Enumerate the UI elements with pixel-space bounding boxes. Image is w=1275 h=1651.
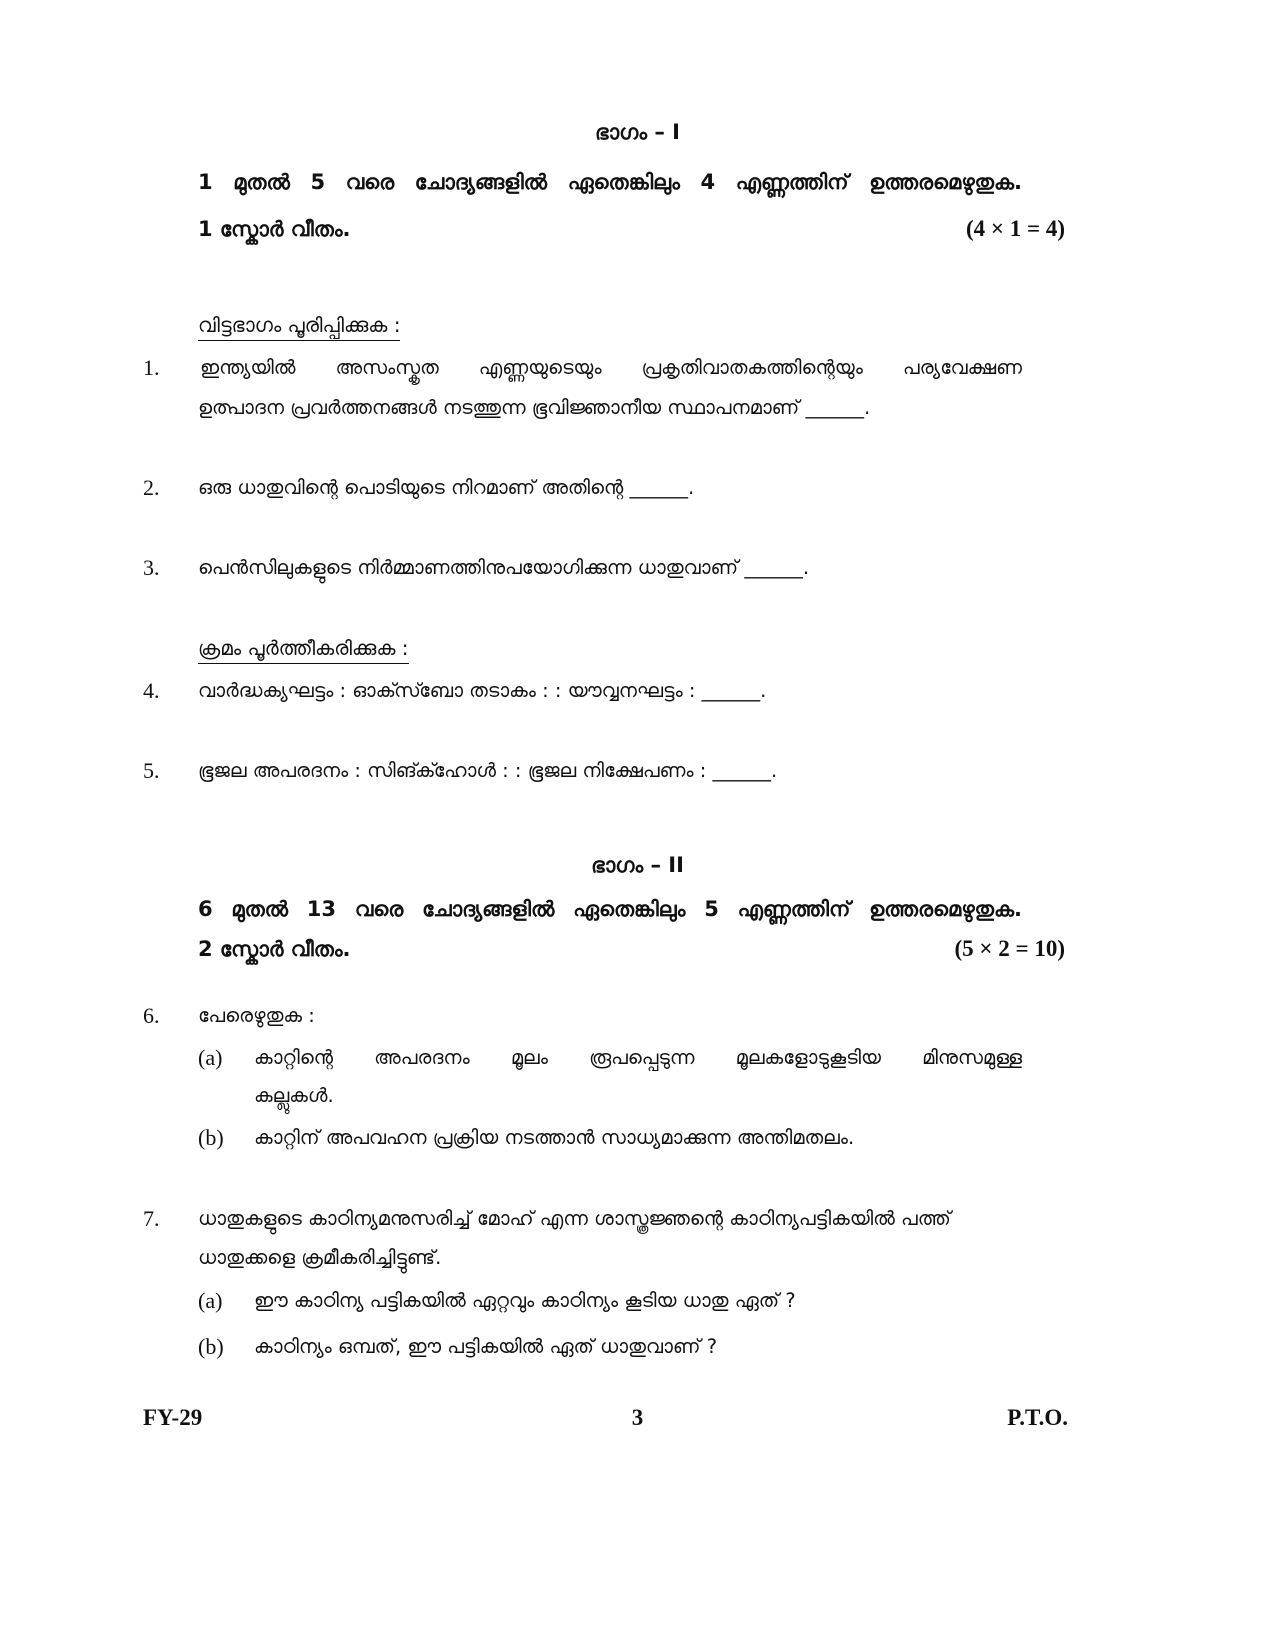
question-number: 7. (143, 1206, 160, 1231)
question-3-text: പെൻസിലുകളുടെ നിർമ്മാണത്തിനുപയോഗിക്കുന്ന ധാതുവാണ് ______. (198, 556, 810, 579)
question-6a-line1: കാറ്റിന്റെ അപരദനം മൂലം രൂപപ്പെടുന്ന മൂലകളോടുകൂടിയ മിനുസമുള്ള (254, 1046, 1022, 1069)
question-7-line1: ധാതുകളുടെ കാഠിന്യമനുസരിച്ച് മോഹ് എന്ന ശാസ്ത്രജ്ഞന്റെ കാഠിന്യപട്ടികയിൽ പത്ത് (198, 1207, 951, 1230)
question-number: 3. (143, 555, 160, 580)
part1-instruction: 1 മുതൽ 5 വരെ ചോദ്യങ്ങളിൽ ഏതെങ്കിലും 4 എണ്ണത്തിന് ഉത്തരമെഴുതുക. (198, 170, 1022, 194)
subpart-label: (a) (198, 1288, 223, 1313)
question-number: 6. (143, 1003, 160, 1028)
question-6-text: പേരെഴുതുക : (198, 1004, 315, 1027)
part2-score-note: 2 സ്കോർ വീതം. (198, 937, 351, 961)
order-heading: ക്രമം പൂർത്തീകരിക്കുക : (198, 636, 409, 664)
subpart-label: (b) (198, 1125, 224, 1150)
part1-marks: (4 × 1 = 4) (965, 216, 1065, 241)
part2-title: ഭാഗം – II (591, 853, 684, 877)
part1-title: ഭാഗം – I (595, 120, 680, 144)
question-7-line2: ധാതുക്കളെ ക്രമീകരിച്ചിട്ടുണ്ട്. (198, 1246, 442, 1269)
question-number: 2. (143, 475, 160, 500)
question-number: 5. (143, 758, 160, 783)
page-number: 3 (631, 1405, 644, 1430)
footer-pto: P.T.O. (1007, 1405, 1068, 1430)
question-7a-text: ഈ കാഠിന്യ പട്ടികയിൽ ഏറ്റവും കാഠിന്യം കൂടിയ ധാതു ഏത് ? (254, 1289, 796, 1312)
footer-code: FY-29 (143, 1405, 203, 1430)
question-5-text: ഭൂജല അപരദനം : സിങ്ക്ഹോൾ : : ഭൂജല നിക്ഷേപണം : ______. (198, 759, 778, 782)
question-number: 1. (143, 355, 160, 380)
subpart-label: (b) (198, 1334, 224, 1359)
question-6a-line2: കല്ലുകൾ. (254, 1084, 334, 1107)
question-2-text: ഒരു ധാതുവിന്റെ പൊടിയുടെ നിറമാണ് അതിന്റെ ______. (198, 476, 695, 499)
question-6b-text: കാറ്റിന് അപവഹന പ്രക്രിയ നടത്താൻ സാധ്യമാക്കുന്ന അന്തിമതലം. (254, 1126, 855, 1149)
question-1-line1: ഇന്ത്യയിൽ അസംസ്കൃത എണ്ണയുടെയും പ്രകൃതിവാതകത്തിന്റെയും പര്യവേക്ഷണ (200, 356, 1022, 379)
part2-instruction: 6 മുതൽ 13 വരെ ചോദ്യങ്ങളിൽ ഏതെങ്കിലും 5 എണ്ണത്തിന് ഉത്തരമെഴുതുക. (198, 897, 1022, 921)
question-4-text: വാർദ്ധക്യഘട്ടം : ഓക്സ്ബോ തടാകം : : യൗവ്വനഘട്ടം : ______. (198, 679, 767, 702)
question-7b-text: കാഠിന്യം ഒമ്പത്, ഈ പട്ടികയിൽ ഏത് ധാതുവാണ് ? (254, 1335, 718, 1358)
question-1-line2: ഉത്പാദന പ്രവർത്തനങ്ങൾ നടത്തുന്ന ഭൂവിജ്ഞാനീയ സ്ഥാപനമാണ് ______. (198, 396, 871, 419)
part2-marks: (5 × 2 = 10) (954, 936, 1065, 961)
subpart-label: (a) (198, 1045, 223, 1070)
part1-score-note: 1 സ്കോർ വീതം. (198, 217, 351, 241)
question-number: 4. (143, 678, 160, 703)
fill-blanks-heading: വിട്ടഭാഗം പൂരിപ്പിക്കുക : (198, 313, 400, 341)
